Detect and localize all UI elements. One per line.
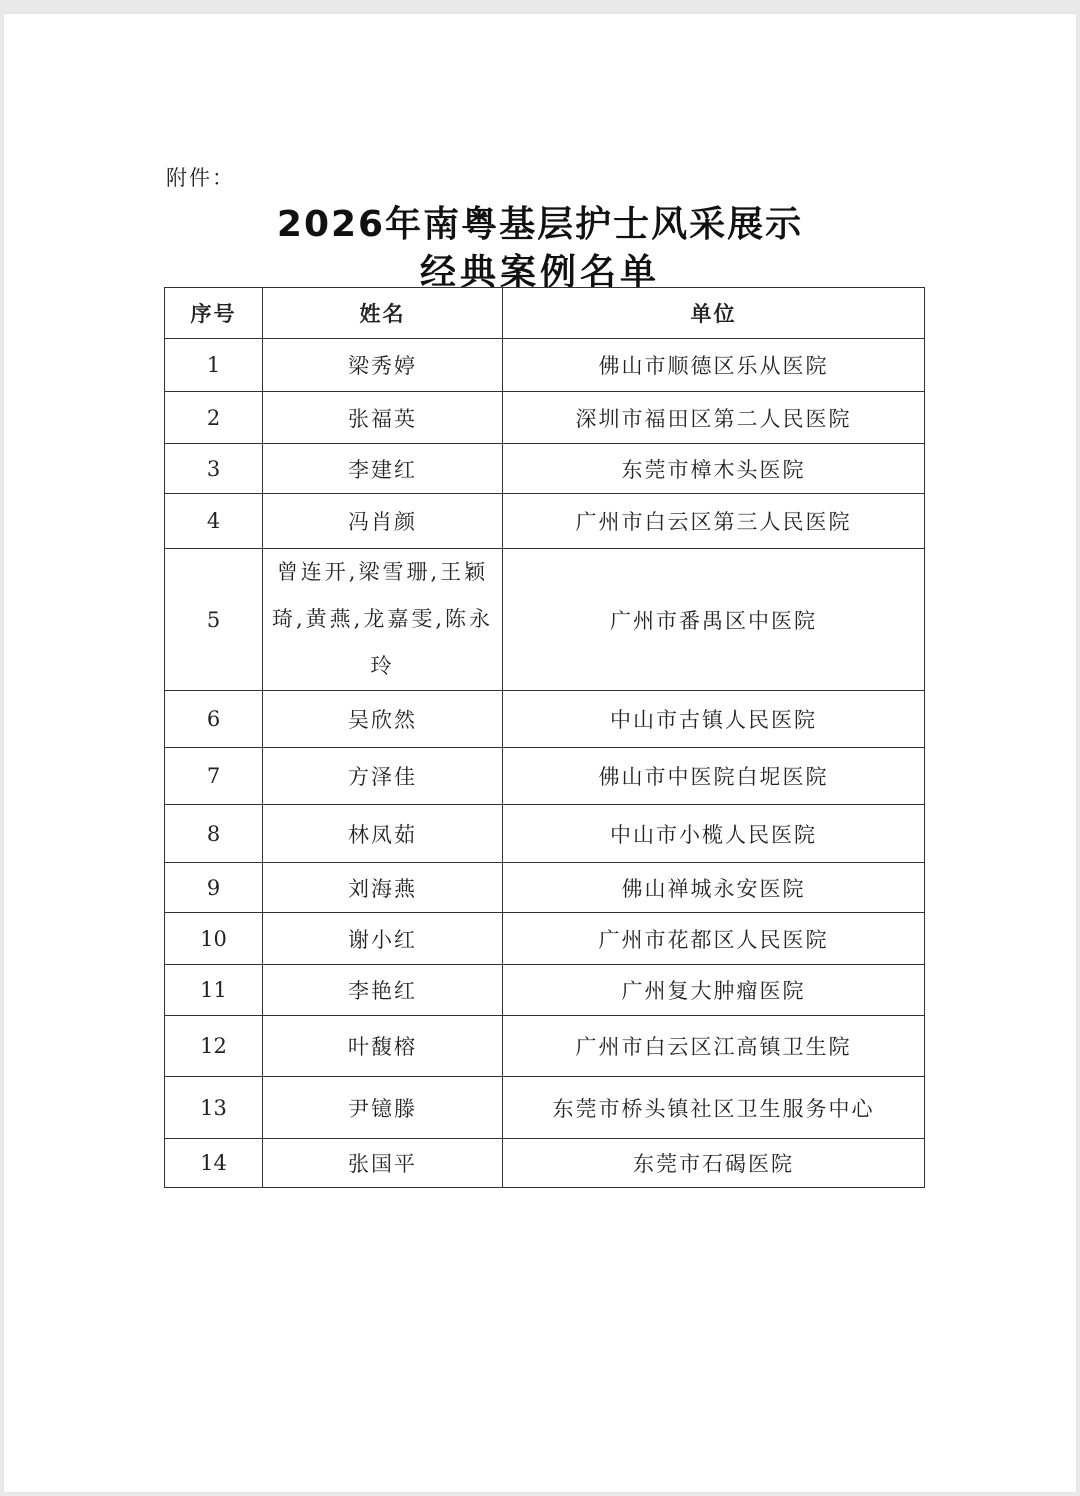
table-row — [165, 748, 925, 805]
table-row — [165, 1139, 925, 1188]
row-name: 方泽佳 — [263, 748, 503, 805]
row-name: 李艳红 — [263, 965, 503, 1016]
header-name: 姓名 — [263, 288, 503, 339]
row-unit: 广州市番禺区中医院 — [503, 549, 925, 691]
table-row — [165, 494, 925, 549]
table-row — [165, 1016, 925, 1077]
row-name: 吴欣然 — [263, 691, 503, 748]
case-list-table — [164, 287, 925, 1188]
row-unit: 深圳市福田区第二人民医院 — [503, 392, 925, 444]
table-row — [165, 805, 925, 863]
row-number: 13 — [165, 1077, 263, 1139]
row-name: 谢小红 — [263, 913, 503, 965]
row-number: 11 — [165, 965, 263, 1016]
row-number: 2 — [165, 392, 263, 444]
row-number: 6 — [165, 691, 263, 748]
document-title-line-1: 2026年南粤基层护士风采展示 — [276, 204, 804, 245]
table-row — [165, 691, 925, 748]
row-unit: 佛山市中医院白坭医院 — [503, 748, 925, 805]
table-row — [165, 339, 925, 392]
table-row — [165, 444, 925, 494]
table-row — [165, 392, 925, 444]
row-unit: 东莞市桥头镇社区卫生服务中心 — [503, 1077, 925, 1139]
row-number: 5 — [165, 549, 263, 691]
table-row — [165, 1077, 925, 1139]
row-name: 尹镱滕 — [263, 1077, 503, 1139]
row-name: 林凤茹 — [263, 805, 503, 863]
row-name: 刘海燕 — [263, 863, 503, 913]
row-number: 14 — [165, 1139, 263, 1188]
row-unit: 佛山市顺德区乐从医院 — [503, 339, 925, 392]
row-unit: 中山市古镇人民医院 — [503, 691, 925, 748]
row-unit: 佛山禅城永安医院 — [503, 863, 925, 913]
document-title-line-2: 经典案例名单 — [419, 252, 660, 293]
row-unit: 东莞市樟木头医院 — [503, 444, 925, 494]
row-number: 10 — [165, 913, 263, 965]
row-number: 3 — [165, 444, 263, 494]
row-number: 7 — [165, 748, 263, 805]
row-number: 12 — [165, 1016, 263, 1077]
table-row — [165, 549, 925, 691]
row-unit: 广州市白云区江高镇卫生院 — [503, 1016, 925, 1077]
table-row — [165, 913, 925, 965]
row-number: 4 — [165, 494, 263, 549]
row-number: 1 — [165, 339, 263, 392]
table-row — [165, 965, 925, 1016]
row-name: 张国平 — [263, 1139, 503, 1188]
row-name: 李建红 — [263, 444, 503, 494]
row-name: 梁秀婷 — [263, 339, 503, 392]
row-name: 叶馥榕 — [263, 1016, 503, 1077]
table-row — [165, 863, 925, 913]
row-unit: 广州复大肿瘤医院 — [503, 965, 925, 1016]
row-number: 9 — [165, 863, 263, 913]
row-unit: 广州市白云区第三人民医院 — [503, 494, 925, 549]
header-unit: 单位 — [503, 288, 925, 339]
row-number: 8 — [165, 805, 263, 863]
row-unit: 中山市小榄人民医院 — [503, 805, 925, 863]
row-name: 曾连开,梁雪珊,王颖琦,黄燕,龙嘉雯,陈永玲 — [263, 549, 503, 691]
row-name: 张福英 — [263, 392, 503, 444]
row-unit: 广州市花都区人民医院 — [503, 913, 925, 965]
row-unit: 东莞市石碣医院 — [503, 1139, 925, 1188]
header-serial-number: 序号 — [165, 288, 263, 339]
table-header-row — [165, 288, 925, 339]
row-name: 冯肖颜 — [263, 494, 503, 549]
attachment-label: 附件： — [166, 166, 235, 190]
